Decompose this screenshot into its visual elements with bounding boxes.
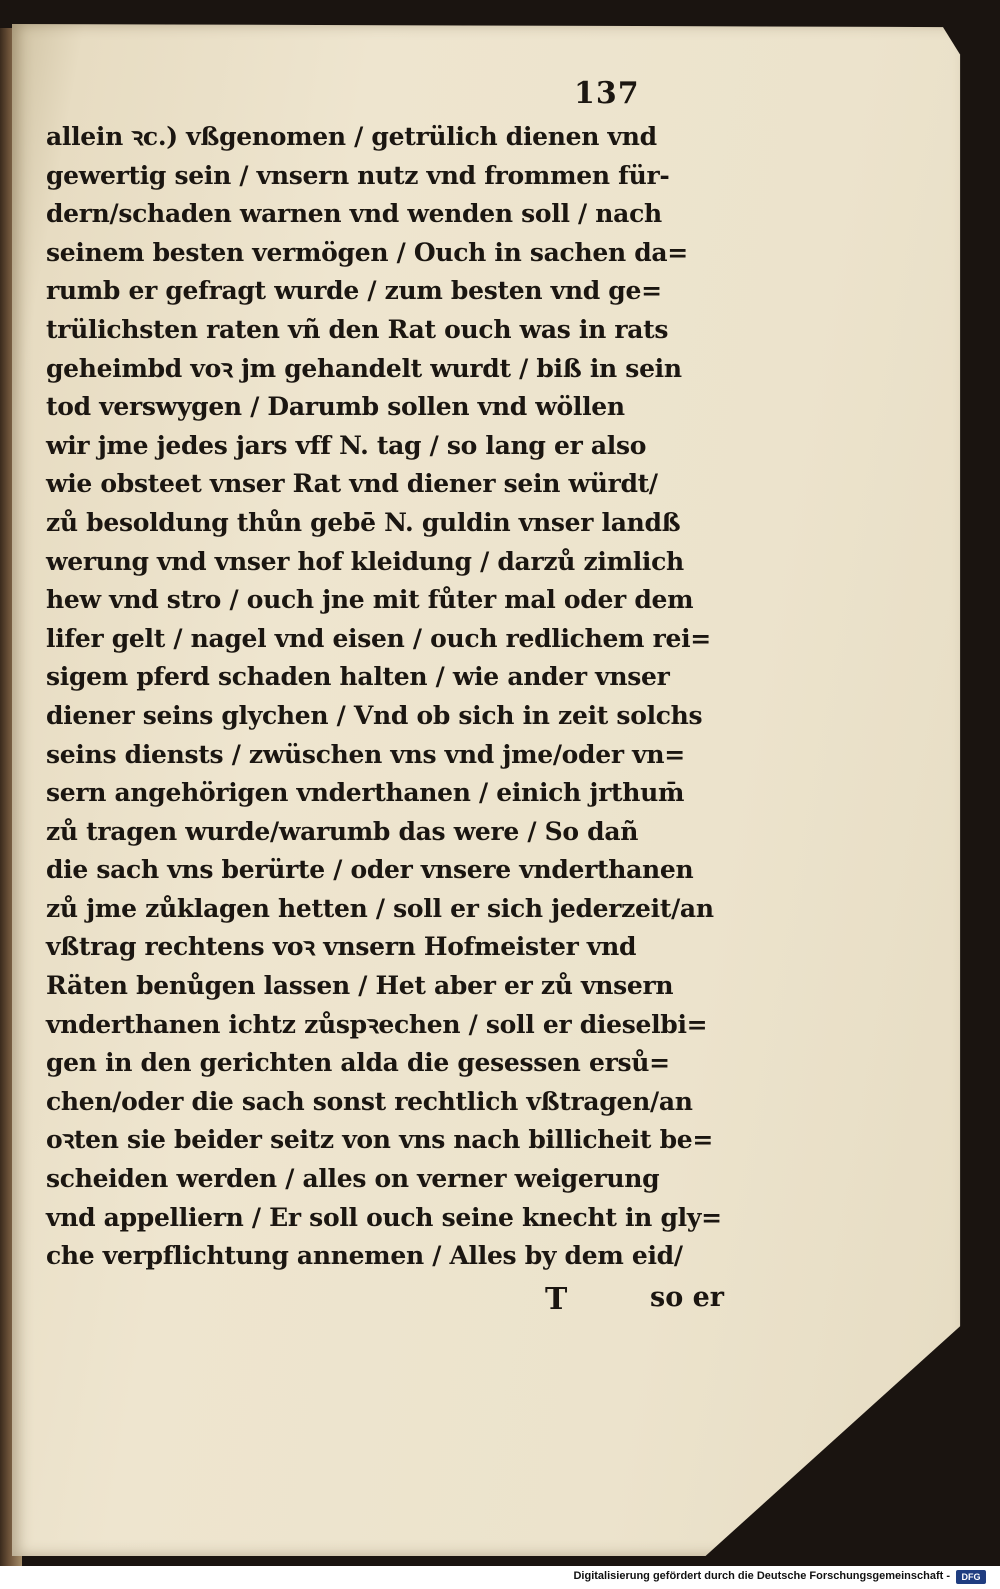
text-line: wie obsteet vnser Rat vnd diener sein würdt/: [46, 469, 658, 499]
text-line: werung vnd vnser hof kleidung / darzů zimlich: [46, 546, 684, 576]
text-block: [46, 118, 726, 1276]
text-line: seins diensts / zwüschen vns vnd jme/oder vn=: [46, 739, 685, 769]
text-line: sern angehörigen vnderthanen / einich jrthum̄: [46, 778, 685, 808]
signature-mark: T: [545, 1282, 568, 1317]
text-line: lifer gelt / nagel vnd eisen / ouch redlichem rei=: [46, 623, 711, 653]
text-line: diener seins glychen / Vnd ob sich in zeit solchs: [46, 700, 703, 730]
text-line: wir jme jedes jars vff N. tag / so lang er also: [46, 430, 647, 460]
text-line: zů tragen wurde/warumb das were / So dañ: [46, 816, 639, 846]
text-line: geheimbd voꝛ jm gehandelt wurdt / biß in sein: [46, 353, 682, 383]
text-line: zů jme zůklagen hetten / soll er sich jederzeit/an: [46, 893, 714, 923]
text-line: hew vnd stro / ouch jne mit fůter mal oder dem: [46, 585, 694, 615]
text-line: dern/schaden warnen vnd wenden soll / nach: [46, 199, 662, 229]
dfg-logo[interactable]: DFG: [956, 1570, 986, 1584]
text-line: oꝛten sie beider seitz von vns nach billicheit be=: [46, 1125, 714, 1155]
text-line: che verpflichtung annemen / Alles by dem eid/: [46, 1241, 683, 1271]
text-line: Räten benůgen lassen / Het aber er zů vnsern: [46, 971, 674, 1001]
text-line: chen/oder die sach sonst rechtlich vßtragen/an: [46, 1086, 693, 1116]
text-line: tod verswygen / Darumb sollen vnd wöllen: [46, 392, 625, 422]
text-line: rumb er gefragt wurde / zum besten vnd ge=: [46, 276, 662, 306]
text-line: scheiden werden / alles on verner weigerung: [46, 1164, 660, 1194]
text-line: gewertig sein / vnsern nutz vnd frommen für-: [46, 160, 670, 190]
text-line: zů besoldung thůn gebē N. guldin vnser landß: [46, 507, 681, 537]
footer: [0, 1566, 1000, 1589]
text-line: vßtrag rechtens voꝛ vnsern Hofmeister vnd: [46, 932, 637, 962]
page-number: 137: [574, 76, 640, 111]
text-line: trülichsten raten vñ den Rat ouch was in rats: [46, 314, 669, 344]
text-line: allein ꝛc.) vßgenomen / getrülich dienen vnd: [46, 122, 657, 151]
text-line: vnderthanen ichtz zůspꝛechen / soll er dieselbi=: [46, 1009, 708, 1039]
text-line: sigem pferd schaden halten / wie ander vnser: [46, 662, 670, 692]
text-line: gen in den gerichten alda die gesessen ersů=: [46, 1048, 670, 1078]
text-line: seinem besten vermögen / Ouch in sachen da=: [46, 237, 688, 267]
text-line: die sach vns berürte / oder vnsere vnderthanen: [46, 855, 694, 885]
text-line: vnd appelliern / Er soll ouch seine knecht in gly=: [46, 1202, 722, 1232]
catchword: so er: [650, 1282, 725, 1313]
footer-credit: Digitalisierung gefördert durch die Deutsche Forschungsgemeinschaft -: [573, 1570, 950, 1582]
